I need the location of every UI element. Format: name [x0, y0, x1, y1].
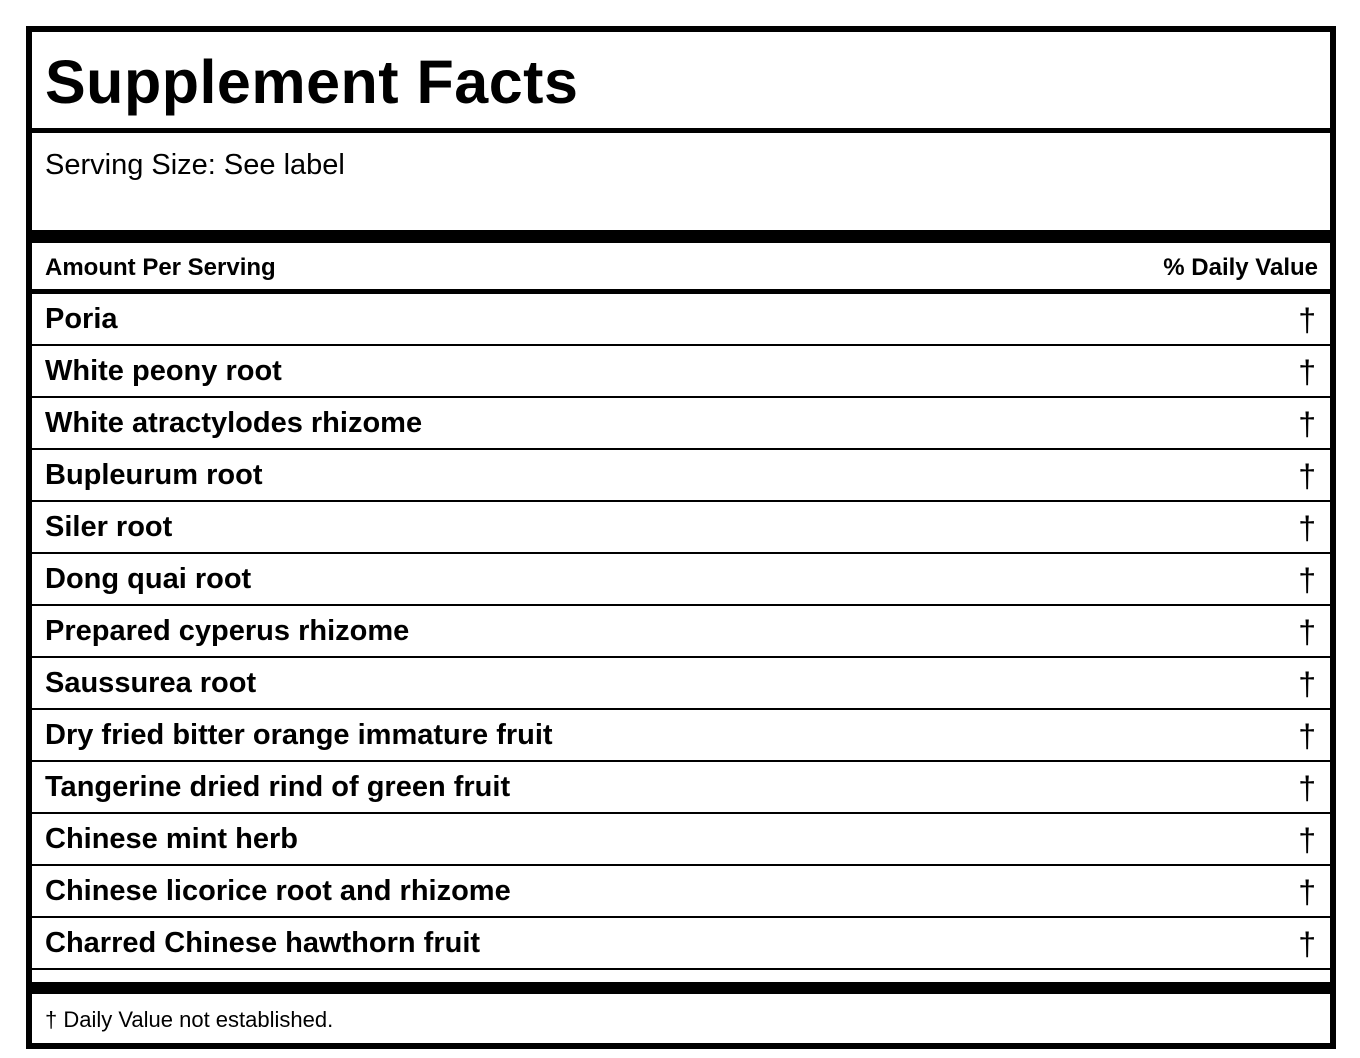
panel-title: Supplement Facts — [45, 48, 579, 116]
ingredient-name: Siler root — [45, 511, 173, 543]
ingredient-name: Poria — [45, 303, 118, 335]
thick-divider-bottom — [32, 982, 1330, 994]
ingredient-name: Chinese mint herb — [45, 823, 298, 855]
footnote: † Daily Value not established. — [45, 1007, 334, 1032]
ingredient-daily-value: † — [1298, 406, 1316, 442]
ingredient-row — [32, 450, 1330, 502]
ingredient-daily-value: † — [1298, 822, 1316, 858]
ingredient-row — [32, 554, 1330, 606]
ingredient-name: Dong quai root — [45, 563, 252, 595]
ingredient-row — [32, 710, 1330, 762]
ingredient-list — [32, 294, 1330, 970]
ingredient-daily-value: † — [1298, 874, 1316, 910]
ingredient-name: Saussurea root — [45, 667, 257, 699]
ingredient-row — [32, 866, 1330, 918]
serving-size: Serving Size: See label — [45, 149, 345, 181]
supplement-facts-panel — [26, 26, 1336, 1049]
ingredient-daily-value: † — [1298, 718, 1316, 754]
ingredient-name: White atractylodes rhizome — [45, 407, 423, 439]
ingredient-daily-value: † — [1298, 926, 1316, 962]
ingredient-row — [32, 762, 1330, 814]
ingredient-name: White peony root — [45, 355, 282, 387]
ingredient-row — [32, 606, 1330, 658]
ingredient-daily-value: † — [1298, 354, 1316, 390]
ingredient-row — [32, 814, 1330, 866]
ingredient-name: Charred Chinese hawthorn fruit — [45, 927, 481, 959]
ingredient-daily-value: † — [1298, 510, 1316, 546]
ingredient-daily-value: † — [1298, 458, 1316, 494]
ingredient-name: Chinese licorice root and rhizome — [45, 875, 511, 907]
ingredient-daily-value: † — [1298, 666, 1316, 702]
ingredient-row — [32, 918, 1330, 970]
ingredient-name: Tangerine dried rind of green fruit — [45, 771, 511, 803]
ingredient-daily-value: † — [1298, 770, 1316, 806]
title-block — [32, 32, 1330, 133]
ingredient-row — [32, 346, 1330, 398]
ingredient-name: Prepared cyperus rhizome — [45, 615, 410, 647]
ingredient-name: Dry fried bitter orange immature fruit — [45, 719, 553, 751]
thick-divider-top — [32, 230, 1330, 243]
ingredient-row — [32, 294, 1330, 346]
daily-value-header: % Daily Value — [1163, 254, 1318, 281]
ingredient-row — [32, 502, 1330, 554]
ingredient-daily-value: † — [1298, 302, 1316, 338]
ingredient-name: Bupleurum root — [45, 459, 263, 491]
ingredient-daily-value: † — [1298, 614, 1316, 650]
ingredient-daily-value: † — [1298, 562, 1316, 598]
ingredient-row — [32, 658, 1330, 710]
column-header-row — [32, 243, 1330, 294]
amount-per-serving-header: Amount Per Serving — [45, 254, 276, 281]
ingredient-row — [32, 398, 1330, 450]
